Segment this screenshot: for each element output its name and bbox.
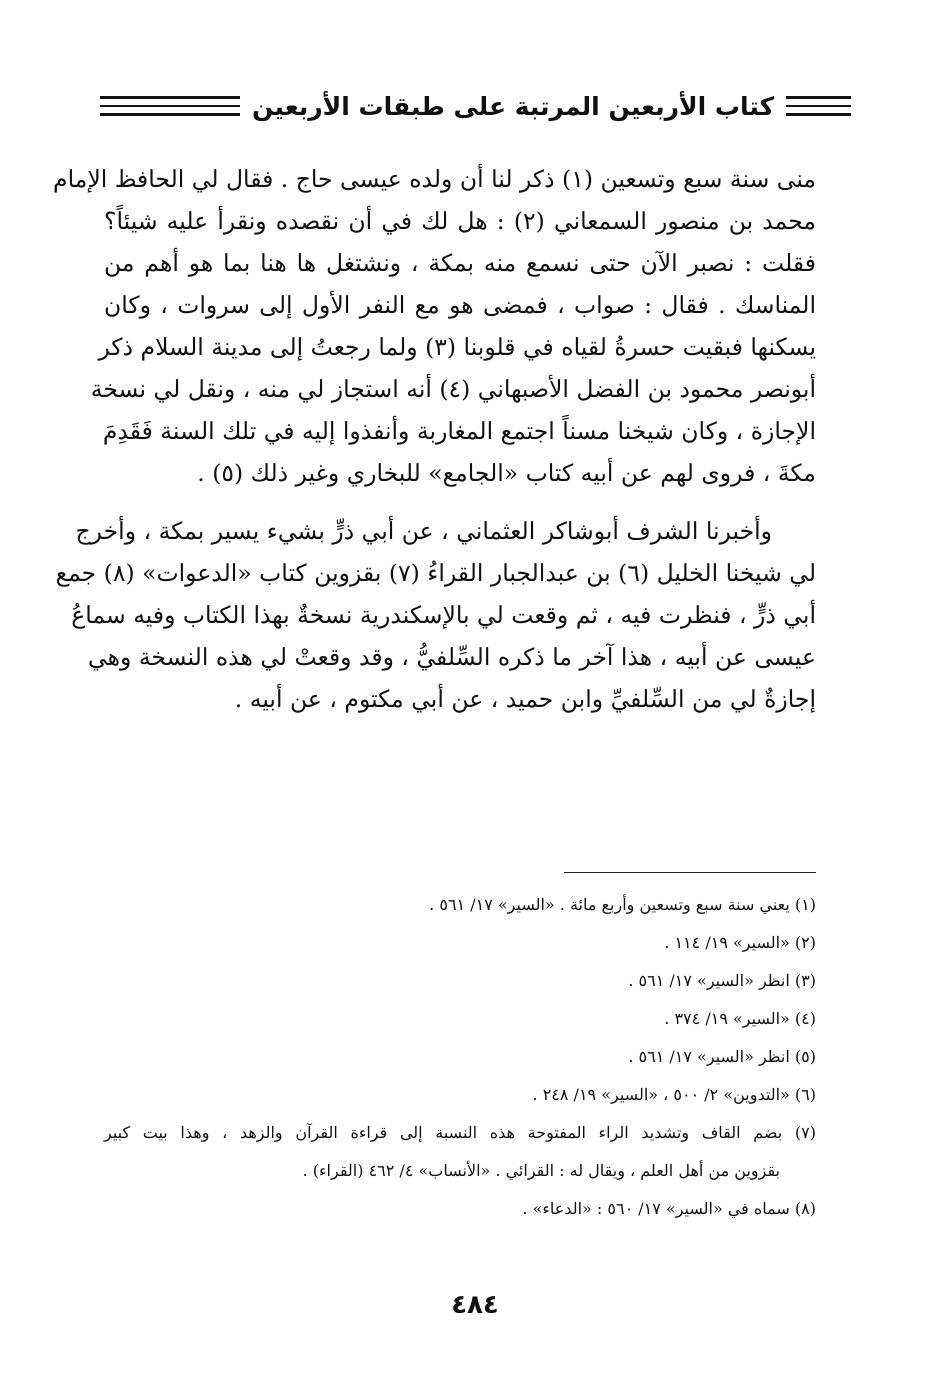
footnote-1: (١) يعني سنة سبع وتسعين وأربع مائة . «السير» ١٧/ ٥٦١ . — [429, 895, 816, 914]
text-line: المناسك . فقال : صواب ، فمضى هو مع النفر الأول إلى سروات ، وكان — [104, 291, 816, 319]
footnote-4: (٤) «السير» ١٩/ ٣٧٤ . — [664, 1009, 816, 1028]
text-line: الإجازة ، وكان شيخنا مسناً اجتمع المغاربة وأنفذوا إليه في تلك السنة فَقَدِمَ — [102, 417, 816, 445]
footnote-7: (٧) بضم القاف وتشديد الراء المفتوحة هذه النسبة إلى قراءة القرآن والزهد ، وهذا بيت كبير — [104, 1123, 816, 1142]
footnote-7-continuation: بقزوين من أهل العلم ، ويقال له : القرائي . «الأنساب» ٤/ ٤٦٢ (القراء) . — [302, 1161, 780, 1180]
text-line: إجازةٌ لي من السِّلفيِّ وابن حميد ، عن أبي مكتوم ، عن أبيه . — [234, 685, 816, 713]
header-rule-left — [100, 96, 240, 116]
footnote-separator — [564, 872, 816, 873]
text-line: وأخبرنا الشرف أبوشاكر العثماني ، عن أبي ذرٍّ بشيء يسير بمكة ، وأخرج — [75, 517, 772, 545]
footnotes — [104, 886, 816, 1228]
footnote-2: (٢) «السير» ١٩/ ١١٤ . — [664, 933, 816, 952]
paragraph-2 — [55, 510, 816, 720]
body-text — [53, 158, 816, 720]
footnote-5: (٥) انظر «السير» ١٧/ ٥٦١ . — [628, 1047, 816, 1066]
text-line: محمد بن منصور السمعاني (٢) : هل لك في أن نقصده ونقرأ عليه شيئاً؟ — [104, 207, 816, 235]
text-line: عيسى عن أبيه ، هذا آخر ما ذكره السِّلفيُّ ، وقد وقعتْ لي هذه النسخة وهي — [88, 643, 816, 671]
text-line: منى سنة سبع وتسعين (١) ذكر لنا أن ولده عيسى حاج . فقال لي الحافظ الإمام — [53, 165, 816, 193]
footnote-6: (٦) «التدوين» ٢/ ٥٠٠ ، «السير» ١٩/ ٢٤٨ . — [532, 1085, 816, 1104]
page-header — [100, 84, 820, 128]
page-number: ٤٨٤ — [451, 1290, 499, 1320]
text-line: يسكنها فبقيت حسرةُ لقياه في قلوبنا (٣) ولما رجعتُ إلى مدينة السلام ذكر — [98, 333, 816, 361]
footnote-8: (٨) سماه في «السير» ١٧/ ٥٦٠ : «الدعاء» . — [522, 1199, 816, 1218]
paragraph-1 — [53, 158, 816, 494]
text-line: أبونصر محمود بن الفضل الأصبهاني (٤) أنه استجاز لي منه ، ونقل لي نسخة — [90, 375, 816, 403]
header-rule-right — [786, 96, 851, 116]
text-line: أبي ذرٍّ ، فنظرت فيه ، ثم وقعت لي بالإسكندرية نسخةٌ بهذا الكتاب وفيه سماعُ — [71, 601, 816, 629]
footnote-3: (٣) انظر «السير» ١٧/ ٥٦١ . — [628, 971, 816, 990]
text-line: لي شيخنا الخليل (٦) بن عبدالجبار القراءُ (٧) بقزوين كتاب «الدعوات» (٨) جمع — [55, 559, 816, 587]
text-line: مكةَ ، فروى لهم عن أبيه كتاب «الجامع» للبخاري وغير ذلك (٥) . — [197, 459, 816, 487]
running-title: كتاب الأربعين المرتبة على طبقات الأربعين — [252, 91, 775, 121]
text-line: فقلت : نصبر الآن حتى نسمع منه بمكة ، ونشتغل ها هنا بما هو أهم من — [104, 249, 816, 277]
